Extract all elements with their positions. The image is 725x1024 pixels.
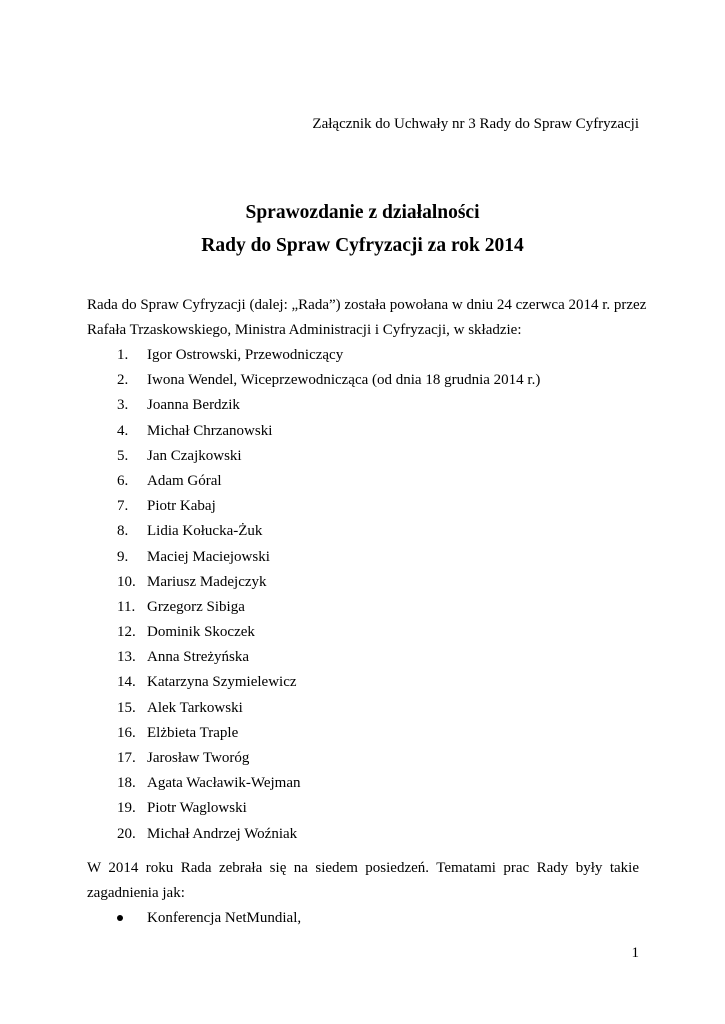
- intro-line-2: Rafała Trzaskowskiego, Ministra Administracji i Cyfryzacji, w składzie:: [87, 322, 522, 338]
- document-title-line-2: Rady do Spraw Cyfryzacji za rok 2014: [201, 235, 524, 256]
- member-number: 8.: [117, 523, 129, 540]
- member-name: Michał Andrzej Woźniak: [147, 825, 298, 842]
- member-name: Joanna Berdzik: [147, 397, 240, 414]
- intro-paragraph: [87, 293, 647, 343]
- member-name: Grzegorz Sibiga: [147, 598, 245, 615]
- member-name: Mariusz Madejczyk: [147, 573, 267, 590]
- member-number: 19.: [117, 800, 136, 817]
- member-number: 7.: [117, 498, 129, 515]
- member-number: 5.: [117, 447, 129, 464]
- member-name: Dominik Skoczek: [147, 624, 255, 641]
- document-title-line-1: Sprawozdanie z działalności: [245, 202, 480, 223]
- meetings-line-2: zagadnienia jak:: [87, 885, 185, 901]
- member-name: Maciej Maciejowski: [147, 548, 270, 565]
- member-name: Katarzyna Szymielewicz: [147, 674, 297, 691]
- annex-header: Załącznik do Uchwały nr 3 Rady do Spraw Cyfryzacji: [312, 116, 639, 132]
- member-number: 9.: [117, 548, 129, 565]
- member-number: 3.: [117, 397, 129, 414]
- member-number: 15.: [117, 699, 136, 716]
- member-name: Alek Tarkowski: [147, 699, 243, 716]
- member-number: 1.: [117, 347, 129, 363]
- topic-label: Konferencja NetMundial,: [147, 910, 302, 926]
- member-number: 18.: [117, 775, 136, 792]
- member-number: 12.: [117, 624, 136, 641]
- member-name: Piotr Kabaj: [147, 498, 216, 515]
- bullet-icon: [117, 915, 127, 922]
- member-name: Iwona Wendel, Wiceprzewodnicząca (od dnia 18 grudnia 2014 r.): [147, 372, 541, 389]
- member-name: Anna Streżyńska: [147, 649, 250, 666]
- member-number: 10.: [117, 573, 136, 590]
- member-number: 20.: [117, 825, 136, 842]
- member-number: 14.: [117, 674, 136, 691]
- member-name: Igor Ostrowski, Przewodniczący: [147, 347, 344, 363]
- member-name: Jarosław Tworóg: [147, 750, 250, 766]
- meetings-line-1: W 2014 roku Rada zebrała się na siedem posiedzeń. Tematami prac Rady były takie: [87, 860, 639, 876]
- member-number: 6.: [117, 472, 129, 489]
- member-name: Agata Wacławik-Wejman: [147, 775, 301, 792]
- member-name: Michał Chrzanowski: [147, 422, 273, 439]
- member-number: 17.: [117, 750, 136, 766]
- meetings-paragraph: [87, 856, 639, 906]
- member-number: 13.: [117, 649, 136, 666]
- member-number: 2.: [117, 372, 129, 389]
- member-name: Jan Czajkowski: [147, 447, 242, 464]
- member-number: 4.: [117, 422, 129, 439]
- member-name: Piotr Waglowski: [147, 800, 247, 817]
- member-name: Lidia Kołucka-Żuk: [147, 523, 263, 540]
- intro-line-1: Rada do Spraw Cyfryzacji (dalej: „Rada”) została powołana w dniu 24 czerwca 2014 r. przez: [87, 297, 647, 313]
- member-number: 11.: [117, 598, 136, 615]
- member-name: Elżbieta Traple: [147, 724, 239, 741]
- member-number: 16.: [117, 724, 136, 741]
- page-number: 1: [631, 945, 639, 961]
- member-name: Adam Góral: [147, 472, 222, 489]
